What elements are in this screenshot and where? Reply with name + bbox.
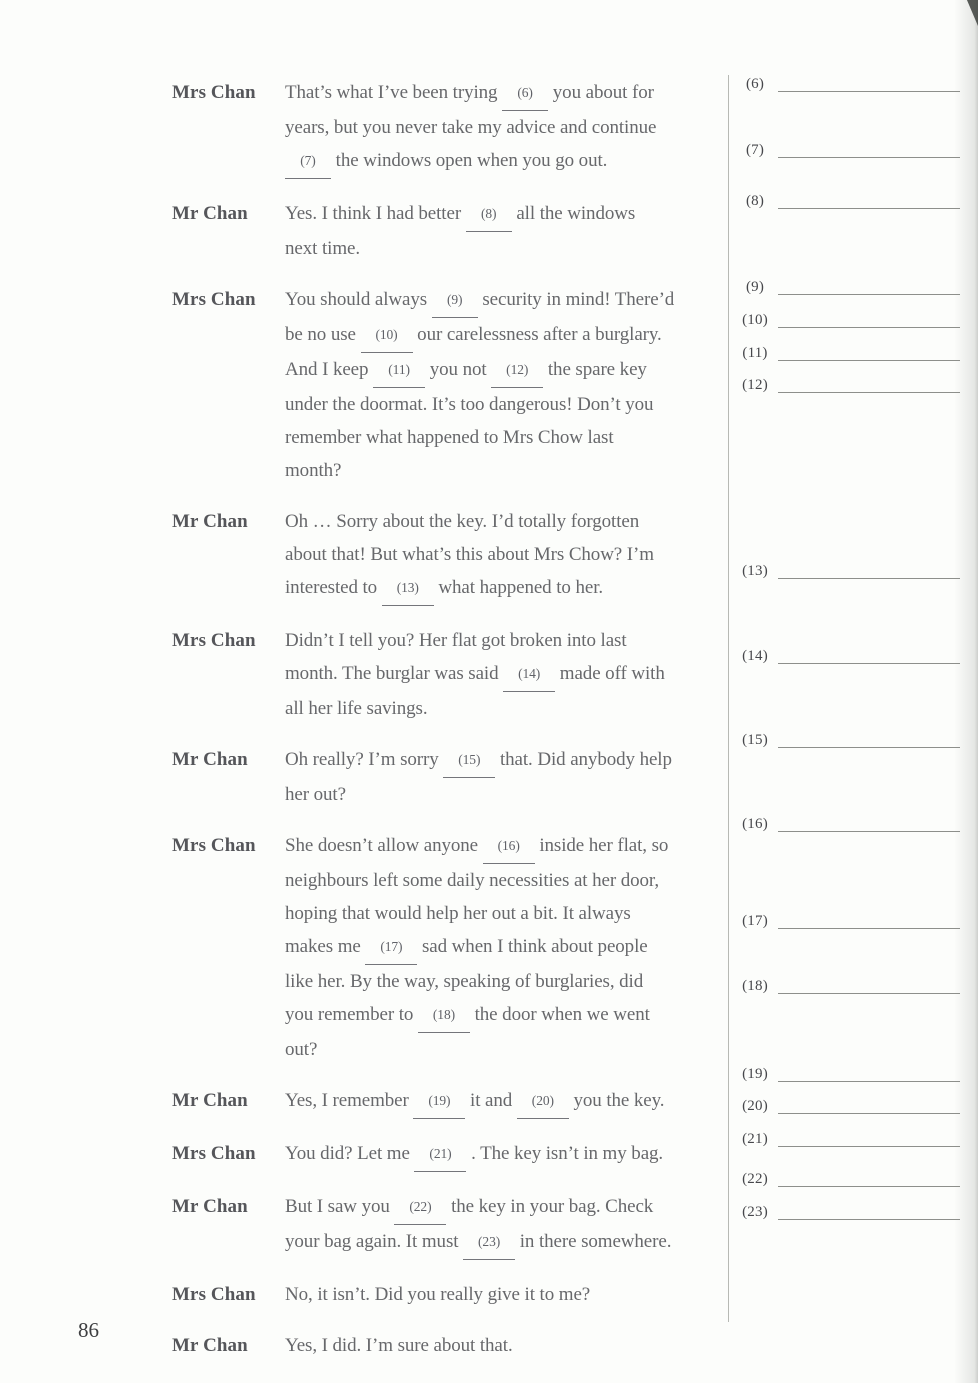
inline-blank-number: (6) bbox=[517, 85, 533, 100]
inline-blank-number: (20) bbox=[531, 1093, 554, 1108]
answer-number: (13) bbox=[742, 563, 768, 579]
dialogue-row bbox=[172, 1278, 728, 1311]
inline-blank-9 bbox=[432, 283, 478, 318]
answer-row bbox=[734, 648, 960, 664]
inline-blank-11 bbox=[373, 353, 425, 388]
answer-row bbox=[734, 563, 960, 579]
dialogue-row bbox=[172, 1329, 728, 1362]
answer-blank-line bbox=[778, 376, 960, 393]
answer-row bbox=[734, 1066, 960, 1082]
answer-number: (9) bbox=[745, 279, 765, 295]
inline-blank-number: (11) bbox=[388, 362, 410, 377]
utterance-text: No, it isn’t. Did you really give it to me? bbox=[285, 1284, 591, 1305]
answer-row bbox=[734, 377, 960, 393]
utterance-text: Didn’t I tell you? Her flat got broken into last month. The burglar was said (14) made off with all her life savings. bbox=[285, 630, 665, 719]
answer-blank-line bbox=[778, 1097, 960, 1114]
inline-blank-18 bbox=[418, 998, 470, 1033]
inline-blank-16 bbox=[483, 829, 535, 864]
inline-blank-21 bbox=[414, 1137, 466, 1172]
answer-number: (20) bbox=[742, 1098, 768, 1114]
inline-blank-23 bbox=[463, 1225, 515, 1260]
answer-number: (12) bbox=[742, 377, 768, 393]
answer-blank-line bbox=[778, 192, 960, 209]
inline-blank-number: (17) bbox=[380, 939, 403, 954]
answer-row bbox=[734, 1131, 960, 1147]
answer-row bbox=[734, 1098, 960, 1114]
inline-blank-number: (12) bbox=[506, 362, 529, 377]
answer-number: (22) bbox=[742, 1171, 768, 1187]
answer-row bbox=[734, 279, 960, 295]
inline-blank-13 bbox=[382, 571, 434, 606]
dialogue-row bbox=[172, 1137, 728, 1172]
answer-blank-line bbox=[778, 75, 960, 92]
utterance-text: Yes, I remember (19) it and (20) you the key. bbox=[285, 1084, 664, 1119]
answer-number: (8) bbox=[745, 193, 765, 209]
inline-blank-20 bbox=[517, 1084, 569, 1119]
speaker-label: Mrs Chan bbox=[172, 835, 256, 856]
answer-blank-line bbox=[778, 278, 960, 295]
inline-blank-17 bbox=[365, 930, 417, 965]
speaker-label: Mr Chan bbox=[172, 1090, 248, 1111]
speaker-label: Mrs Chan bbox=[172, 1284, 256, 1305]
answer-blank-line bbox=[778, 912, 960, 929]
answer-row bbox=[734, 913, 960, 929]
speaker-label: Mr Chan bbox=[172, 203, 248, 224]
utterance-text: Yes. I think I had better (8) all the windows next time. bbox=[285, 197, 635, 265]
answer-row bbox=[734, 312, 960, 328]
inline-blank-14 bbox=[503, 657, 555, 692]
inline-blank-number: (23) bbox=[478, 1234, 501, 1249]
answer-row bbox=[734, 1204, 960, 1220]
answer-number: (18) bbox=[742, 978, 768, 994]
answer-number: (16) bbox=[742, 816, 768, 832]
utterance-text: You did? Let me (21) . The key isn’t in my bag. bbox=[285, 1137, 663, 1172]
speaker-label: Mr Chan bbox=[172, 1335, 248, 1356]
dialogue-row bbox=[172, 505, 728, 606]
answer-number: (7) bbox=[745, 142, 765, 158]
answer-blank-line bbox=[778, 311, 960, 328]
dialogue-row bbox=[172, 624, 728, 725]
answer-number: (6) bbox=[745, 76, 765, 92]
answer-row bbox=[734, 1171, 960, 1187]
dialogue-row bbox=[172, 1190, 728, 1260]
answer-blank-line bbox=[778, 1203, 960, 1220]
inline-blank-number: (7) bbox=[300, 153, 316, 168]
speaker-label: Mrs Chan bbox=[172, 630, 256, 651]
inline-blank-number: (15) bbox=[458, 752, 481, 767]
utterance-text: Oh really? I’m sorry (15) that. Did anybody help her out? bbox=[285, 743, 672, 811]
speaker-label: Mrs Chan bbox=[172, 1143, 256, 1164]
inline-blank-number: (19) bbox=[428, 1093, 451, 1108]
answer-number: (17) bbox=[742, 913, 768, 929]
answer-blank-line bbox=[778, 562, 960, 579]
inline-blank-number: (10) bbox=[375, 327, 398, 342]
inline-blank-number: (21) bbox=[429, 1146, 452, 1161]
answer-row bbox=[734, 732, 960, 748]
answer-row bbox=[734, 142, 960, 158]
inline-blank-22 bbox=[394, 1190, 446, 1225]
utterance-text: Yes, I did. I’m sure about that. bbox=[285, 1335, 513, 1356]
answer-number: (15) bbox=[742, 732, 768, 748]
inline-blank-19 bbox=[413, 1084, 465, 1119]
answer-row bbox=[734, 76, 960, 92]
answer-blank-line bbox=[778, 141, 960, 158]
inline-blank-8 bbox=[466, 197, 512, 232]
inline-blank-12 bbox=[491, 353, 543, 388]
dialogue-column bbox=[172, 76, 728, 1380]
answer-blank-line bbox=[778, 1130, 960, 1147]
answer-blank-line bbox=[778, 815, 960, 832]
inline-blank-number: (14) bbox=[518, 666, 541, 681]
answer-row bbox=[734, 193, 960, 209]
answer-blank-line bbox=[778, 731, 960, 748]
answer-blank-line bbox=[778, 647, 960, 664]
utterance-text: But I saw you (22) the key in your bag. Check your bag again. It must (23) in there somewhere. bbox=[285, 1190, 671, 1260]
answer-number: (11) bbox=[742, 345, 768, 361]
inline-blank-15 bbox=[443, 743, 495, 778]
inline-blank-number: (13) bbox=[396, 580, 419, 595]
answer-number: (19) bbox=[742, 1066, 768, 1082]
dialogue-row bbox=[172, 1084, 728, 1119]
inline-blank-number: (18) bbox=[432, 1007, 455, 1022]
inline-blank-6 bbox=[502, 76, 548, 111]
utterance-text: That’s what I’ve been trying (6) you about for years, but you never take my advice and continue (7) the windows open when you go out. bbox=[285, 76, 656, 179]
answer-blank-line bbox=[778, 344, 960, 361]
inline-blank-number: (22) bbox=[409, 1199, 432, 1214]
dialogue-row bbox=[172, 829, 728, 1066]
answer-blank-line bbox=[778, 1170, 960, 1187]
dialogue-row bbox=[172, 197, 728, 265]
utterance-text: You should always (9) security in mind! There’d be no use (10) our carelessness after a burglary. And I keep (11) you not (12) the spare key under the doormat. It’s too dangerous! Don’t you remember what happened to Mrs Chow last month? bbox=[285, 283, 674, 487]
dialogue-row bbox=[172, 743, 728, 811]
inline-blank-number: (8) bbox=[480, 206, 497, 221]
answer-number: (23) bbox=[742, 1204, 768, 1220]
inline-blank-number: (9) bbox=[446, 292, 463, 307]
speaker-label: Mrs Chan bbox=[172, 289, 256, 310]
page-number: 86 bbox=[78, 1318, 99, 1342]
column-divider-line bbox=[728, 75, 729, 1322]
utterance-text: Oh … Sorry about the key. I’d totally forgotten about that! But what’s this about Mrs Chow? I’m interested to (13) what happened to her. bbox=[285, 505, 654, 606]
answer-blank-line bbox=[778, 1065, 960, 1082]
answer-number: (10) bbox=[742, 312, 768, 328]
dialogue-row bbox=[172, 76, 728, 179]
scan-corner-mark bbox=[965, 0, 978, 26]
answer-row bbox=[734, 816, 960, 832]
answer-number: (14) bbox=[742, 648, 768, 664]
inline-blank-10 bbox=[361, 318, 413, 353]
speaker-label: Mr Chan bbox=[172, 1196, 248, 1217]
speaker-label: Mr Chan bbox=[172, 749, 248, 770]
answer-row bbox=[734, 978, 960, 994]
dialogue-row bbox=[172, 283, 728, 487]
speaker-label: Mr Chan bbox=[172, 511, 248, 532]
utterance-text: She doesn’t allow anyone (16) inside her flat, so neighbours left some daily necessities at her door, hoping that would help her out a bit. It always makes me (17) sad when I think about people like her. By the way, speaking of burglaries, did you remember to (18) the door when we went out? bbox=[285, 829, 668, 1066]
speaker-label: Mrs Chan bbox=[172, 82, 256, 103]
answer-number: (21) bbox=[742, 1131, 768, 1147]
inline-blank-number: (16) bbox=[497, 838, 520, 853]
inline-blank-7 bbox=[285, 144, 331, 179]
answer-blank-line bbox=[778, 977, 960, 994]
answer-row bbox=[734, 345, 960, 361]
